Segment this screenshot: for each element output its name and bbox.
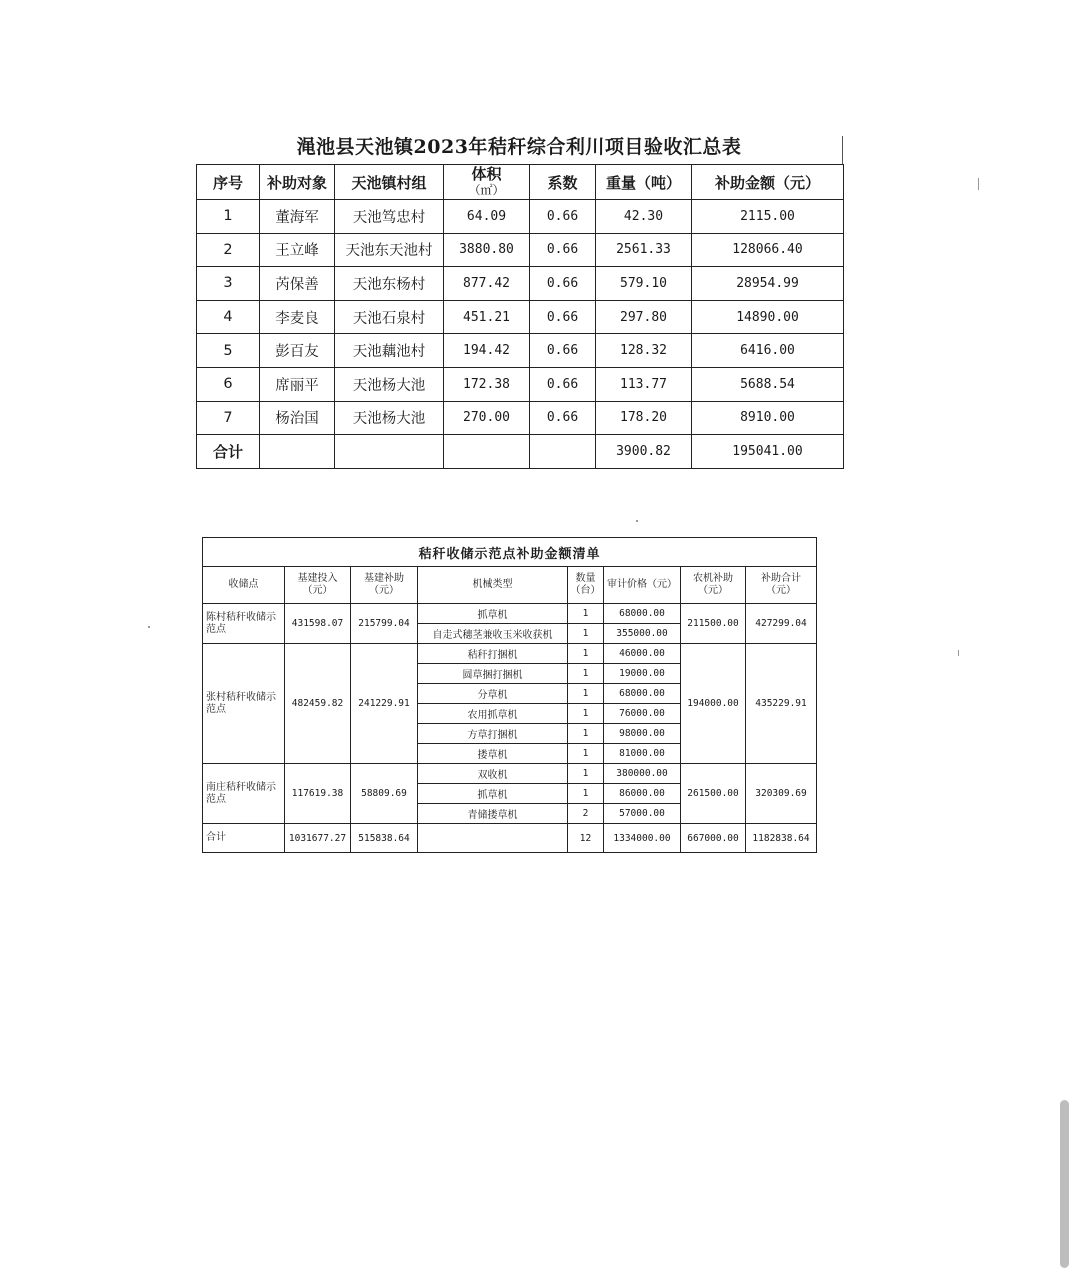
- cell-machine-type: 分草机: [418, 684, 568, 704]
- header-recipient: 补助对象: [260, 165, 335, 200]
- total-empty-cell: [335, 435, 444, 469]
- cell-weight: 297.80: [596, 300, 692, 334]
- title-border-edge: [842, 136, 843, 164]
- cell-price: 98000.00: [604, 724, 681, 744]
- cell-price: 57000.00: [604, 804, 681, 824]
- table-row: [197, 200, 844, 234]
- cell-recipient: 彭百友: [260, 334, 335, 368]
- cell-coefficient: 0.66: [530, 401, 596, 435]
- cell-village: 天池杨大池: [335, 367, 444, 401]
- cell-site: 陈村秸秆收储示范点: [203, 604, 285, 644]
- demo-caption: 秸秆收储示范点补助金额清单: [203, 538, 817, 567]
- scan-speck: [958, 650, 959, 656]
- scan-speck: [978, 178, 979, 190]
- cell-village: 天池石泉村: [335, 300, 444, 334]
- cell-coefficient: 0.66: [530, 334, 596, 368]
- cell-build-subsidy: 215799.04: [351, 604, 418, 644]
- cell-subsidy-total: 435229.91: [746, 644, 817, 764]
- header-machine-type: [418, 567, 568, 604]
- demo-total-build-subsidy: 515838.64: [351, 824, 418, 853]
- cell-village: 天池杨大池: [335, 401, 444, 435]
- cell-price: 380000.00: [604, 764, 681, 784]
- cell-village: 天池东杨村: [335, 267, 444, 301]
- cell-qty: 1: [568, 624, 604, 644]
- cell-subsidy-total: 320309.69: [746, 764, 817, 824]
- header-qty: [568, 567, 604, 604]
- cell-invest: 482459.82: [285, 644, 351, 764]
- cell-subsidy: 5688.54: [692, 367, 844, 401]
- table-row: [197, 300, 844, 334]
- table-row: [203, 604, 817, 624]
- cell-farm-subsidy: 194000.00: [681, 644, 746, 764]
- cell-index: 2: [197, 233, 260, 267]
- header-village: 天池镇村组: [335, 165, 444, 200]
- table-row: [197, 367, 844, 401]
- cell-price: 86000.00: [604, 784, 681, 804]
- cell-recipient: 董海军: [260, 200, 335, 234]
- header-price-label: 审计价格（元）: [607, 579, 677, 590]
- cell-machine-type: 抓草机: [418, 604, 568, 624]
- table-row: [203, 764, 817, 784]
- demo-total-invest: 1031677.27: [285, 824, 351, 853]
- cell-qty: 1: [568, 744, 604, 764]
- cell-price: 68000.00: [604, 604, 681, 624]
- header-site: [203, 567, 285, 604]
- cell-subsidy: 8910.00: [692, 401, 844, 435]
- cell-qty: 1: [568, 764, 604, 784]
- cell-price: 76000.00: [604, 704, 681, 724]
- header-price: [604, 567, 681, 604]
- cell-machine-type: 抓草机: [418, 784, 568, 804]
- header-machine-type-label: 机械类型: [472, 579, 513, 590]
- demo-total-empty-cell: [418, 824, 568, 853]
- header-invest-unit: （元）: [302, 585, 333, 596]
- total-subsidy: 195041.00: [692, 435, 844, 469]
- header-qty-label: 数量: [575, 573, 596, 584]
- demo-total-row: [203, 824, 817, 853]
- table-row: [197, 233, 844, 267]
- cell-weight: 128.32: [596, 334, 692, 368]
- table-row: [203, 644, 817, 664]
- cell-weight: 2561.33: [596, 233, 692, 267]
- cell-volume: 172.38: [444, 367, 530, 401]
- cell-village: 天池笃忠村: [335, 200, 444, 234]
- cell-recipient: 杨治国: [260, 401, 335, 435]
- cell-index: 4: [197, 300, 260, 334]
- header-site-label: 收储点: [228, 579, 259, 590]
- cell-recipient: 李麦良: [260, 300, 335, 334]
- total-empty-cell: [444, 435, 530, 469]
- cell-machine-type: 搂草机: [418, 744, 568, 764]
- header-index: 序号: [197, 165, 260, 200]
- cell-machine-type: 农用抓草机: [418, 704, 568, 724]
- summary-total-row: [197, 435, 844, 469]
- cell-price: 46000.00: [604, 644, 681, 664]
- summary-header-row: [197, 165, 844, 200]
- cell-build-subsidy: 58809.69: [351, 764, 418, 824]
- demo-table: [202, 537, 817, 853]
- header-farm-subsidy: [681, 567, 746, 604]
- cell-invest: 431598.07: [285, 604, 351, 644]
- demo-total-price: 1334000.00: [604, 824, 681, 853]
- cell-village: 天池藕池村: [335, 334, 444, 368]
- table-row: [197, 267, 844, 301]
- cell-subsidy: 2115.00: [692, 200, 844, 234]
- cell-qty: 2: [568, 804, 604, 824]
- cell-subsidy: 6416.00: [692, 334, 844, 368]
- demo-header-row: [203, 567, 817, 604]
- total-label: 合计: [197, 435, 260, 469]
- summary-title: 渑池县天池镇2023年秸秆综合利川项目验收汇总表: [296, 136, 742, 158]
- cell-qty: 1: [568, 684, 604, 704]
- demo-total-subsidy-total: 1182838.64: [746, 824, 817, 853]
- cell-village: 天池东天池村: [335, 233, 444, 267]
- cell-price: 81000.00: [604, 744, 681, 764]
- header-subsidy: 补助金额（元）: [692, 165, 844, 200]
- cell-machine-type: 秸秆打捆机: [418, 644, 568, 664]
- header-farm-subsidy-unit: （元）: [698, 585, 728, 596]
- vertical-scrollbar[interactable]: [1060, 1100, 1069, 1268]
- cell-farm-subsidy: 211500.00: [681, 604, 746, 644]
- table-row: [197, 334, 844, 368]
- cell-qty: 1: [568, 644, 604, 664]
- header-volume: [444, 165, 530, 200]
- cell-recipient: 王立峰: [260, 233, 335, 267]
- header-subsidy-total: [746, 567, 817, 604]
- cell-machine-type: 青储搂草机: [418, 804, 568, 824]
- header-build-subsidy-unit: （元）: [369, 585, 399, 596]
- cell-machine-type: 双收机: [418, 764, 568, 784]
- cell-qty: 1: [568, 784, 604, 804]
- cell-recipient: 芮保善: [260, 267, 335, 301]
- header-volume-label: 体积: [471, 165, 502, 183]
- cell-volume: 3880.80: [444, 233, 530, 267]
- cell-qty: 1: [568, 664, 604, 684]
- cell-coefficient: 0.66: [530, 267, 596, 301]
- header-qty-unit: （台）: [570, 585, 601, 596]
- cell-index: 3: [197, 267, 260, 301]
- total-empty-cell: [260, 435, 335, 469]
- cell-site: 南庄秸秆收储示范点: [203, 764, 285, 824]
- cell-volume: 877.42: [444, 267, 530, 301]
- header-invest: [285, 567, 351, 604]
- cell-coefficient: 0.66: [530, 233, 596, 267]
- total-empty-cell: [530, 435, 596, 469]
- cell-price: 19000.00: [604, 664, 681, 684]
- cell-qty: 1: [568, 704, 604, 724]
- header-farm-subsidy-label: 农机补助: [693, 573, 733, 584]
- cell-machine-type: 自走式穗茎兼收玉米收获机: [418, 624, 568, 644]
- cell-index: 1: [197, 200, 260, 234]
- cell-coefficient: 0.66: [530, 300, 596, 334]
- header-build-subsidy: [351, 567, 418, 604]
- cell-weight: 579.10: [596, 267, 692, 301]
- cell-subsidy: 128066.40: [692, 233, 844, 267]
- cell-index: 6: [197, 367, 260, 401]
- table-row: [197, 401, 844, 435]
- cell-index: 7: [197, 401, 260, 435]
- cell-qty: 1: [568, 604, 604, 624]
- cell-subsidy: 14890.00: [692, 300, 844, 334]
- cell-site: 张村秸秆收储示范点: [203, 644, 285, 764]
- cell-weight: 42.30: [596, 200, 692, 234]
- header-invest-label: 基建投入: [297, 573, 338, 584]
- cell-coefficient: 0.66: [530, 367, 596, 401]
- header-weight: 重量（吨）: [596, 165, 692, 200]
- scan-speck: [636, 520, 638, 522]
- scan-speck: [148, 626, 150, 628]
- cell-qty: 1: [568, 724, 604, 744]
- cell-volume: 270.00: [444, 401, 530, 435]
- total-weight: 3900.82: [596, 435, 692, 469]
- cell-subsidy: 28954.99: [692, 267, 844, 301]
- cell-machine-type: 方草打捆机: [418, 724, 568, 744]
- header-subsidy-total-unit: （元）: [766, 585, 796, 596]
- cell-build-subsidy: 241229.91: [351, 644, 418, 764]
- cell-recipient: 席丽平: [260, 367, 335, 401]
- cell-subsidy-total: 427299.04: [746, 604, 817, 644]
- cell-farm-subsidy: 261500.00: [681, 764, 746, 824]
- cell-price: 355000.00: [604, 624, 681, 644]
- cell-weight: 178.20: [596, 401, 692, 435]
- cell-coefficient: 0.66: [530, 200, 596, 234]
- demo-total-farm-subsidy: 667000.00: [681, 824, 746, 853]
- cell-volume: 194.42: [444, 334, 530, 368]
- header-coefficient: 系数: [530, 165, 596, 200]
- header-volume-unit: （㎡）: [468, 183, 505, 197]
- demo-total-label: 合计: [203, 824, 285, 853]
- cell-volume: 451.21: [444, 300, 530, 334]
- cell-machine-type: 圆草捆打捆机: [418, 664, 568, 684]
- header-build-subsidy-label: 基建补助: [364, 573, 404, 584]
- cell-weight: 113.77: [596, 367, 692, 401]
- cell-index: 5: [197, 334, 260, 368]
- cell-invest: 117619.38: [285, 764, 351, 824]
- cell-price: 68000.00: [604, 684, 681, 704]
- cell-volume: 64.09: [444, 200, 530, 234]
- demo-total-qty: 12: [568, 824, 604, 853]
- header-subsidy-total-label: 补助合计: [761, 573, 801, 584]
- summary-table: [196, 164, 844, 469]
